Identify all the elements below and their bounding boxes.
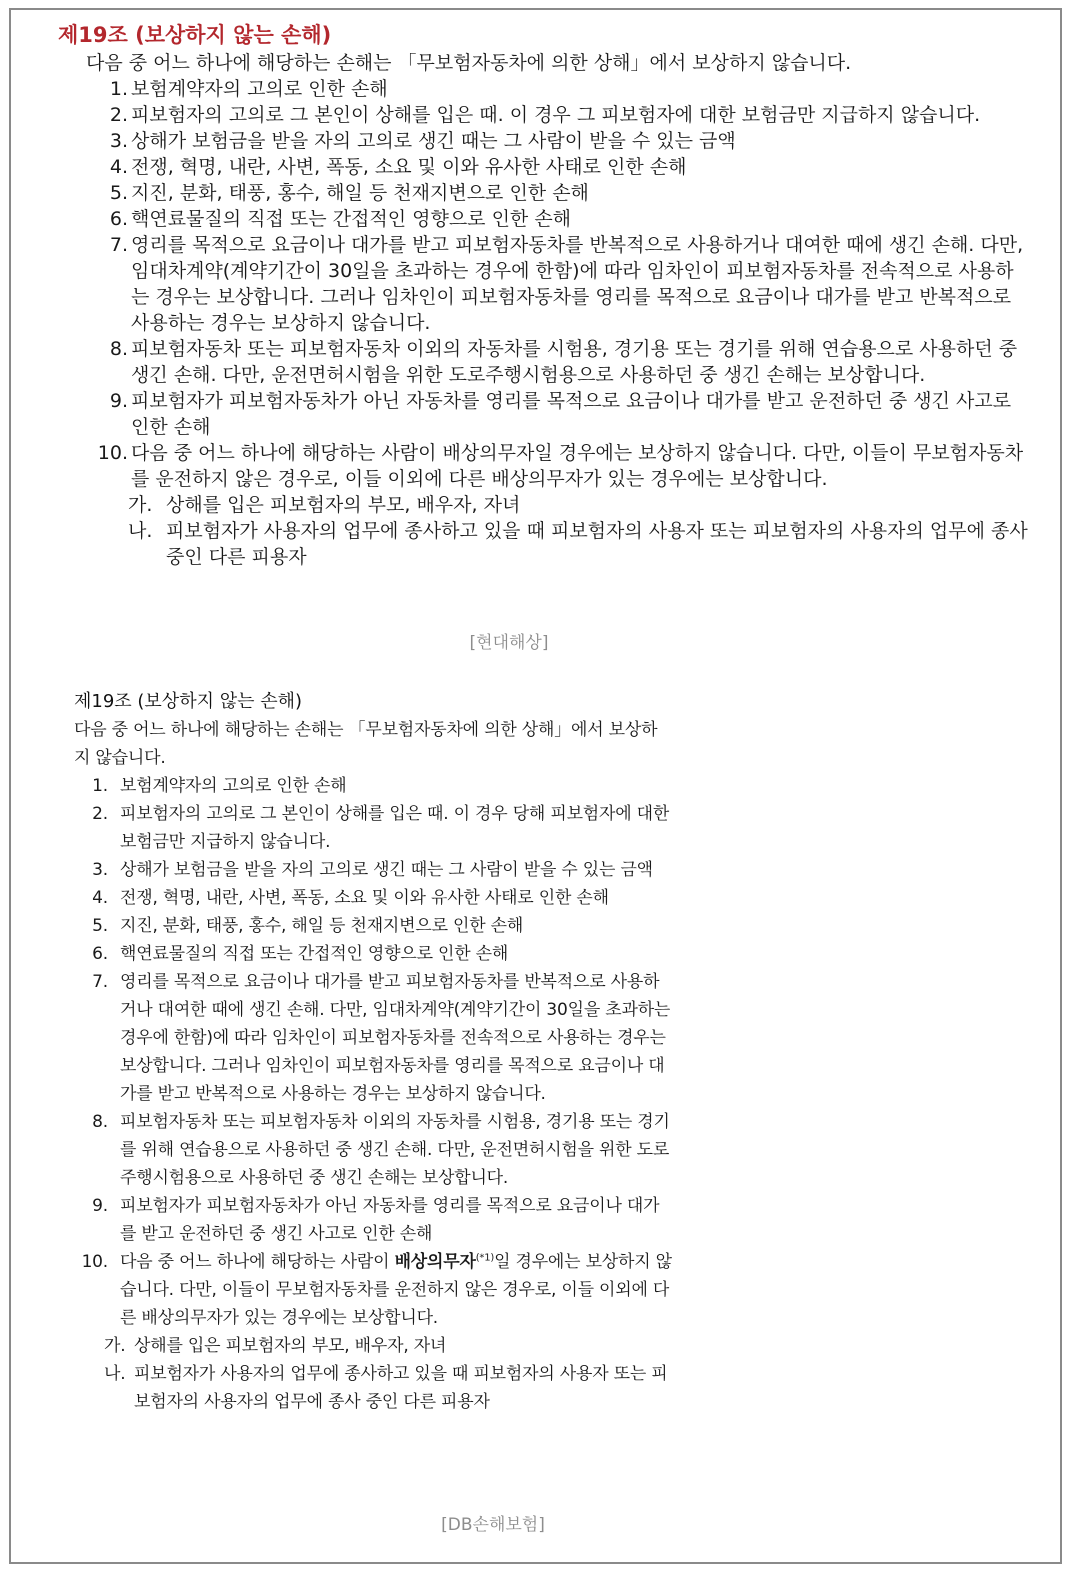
- bottom-list-item: [74, 940, 672, 968]
- top-sub-item: [58, 492, 1028, 518]
- bottom-clause-heading: 제19조 (보상하지 않는 손해): [74, 691, 302, 712]
- item-number: 2.: [109, 104, 128, 126]
- item-text: 피보험자의 고의로 그 본인이 상해를 입은 때. 이 경우 당해 피보험자에 대한 보험금만 지급하지 않습니다.: [120, 804, 670, 852]
- item-number: 6.: [92, 944, 108, 964]
- item-number: 8.: [92, 1112, 108, 1132]
- bottom-sub-item: [74, 1360, 672, 1416]
- top-list-item: [58, 102, 1028, 128]
- bottom-list-item: [74, 968, 672, 1108]
- top-clause-section: [58, 20, 1028, 570]
- item-number: 4.: [92, 888, 108, 908]
- item-number: 10.: [97, 442, 128, 464]
- top-clause-intro: 다음 중 어느 하나에 해당하는 손해는 「무보험자동차에 의한 상해」에서 보상하지 않습니다.: [86, 52, 852, 74]
- item-text: 핵연료물질의 직접 또는 간접적인 영향으로 인한 손해: [120, 944, 509, 964]
- item-text: 핵연료물질의 직접 또는 간접적인 영향으로 인한 손해: [131, 208, 572, 230]
- item-text: 피보험자의 고의로 그 본인이 상해를 입은 때. 이 경우 그 피보험자에 대한 보험금만 지급하지 않습니다.: [131, 104, 981, 126]
- top-list-item: [58, 76, 1028, 102]
- item-number: 2.: [92, 804, 108, 824]
- sub-item-text: 피보험자가 사용자의 업무에 종사하고 있을 때 피보험자의 사용자 또는 피보험자의 사용자의 업무에 종사 중인 다른 피용자: [166, 520, 1028, 568]
- bottom-source-caption: [DB손해보험]: [441, 1515, 545, 1535]
- sub-item-text: 상해를 입은 피보험자의 부모, 배우자, 자녀: [134, 1336, 447, 1356]
- item-text: 상해가 보험금을 받을 자의 고의로 생긴 때는 그 사람이 받을 수 있는 금액: [120, 860, 653, 880]
- item-text: 영리를 목적으로 요금이나 대가를 받고 피보험자동차를 반복적으로 사용하거나 대여한 때에 생긴 손해. 다만, 임대차계약(계약기간이 30일을 초과하는 경우에 한함)에 따라 임차인이 피보험자동차를 전속적으로 사용하는 경우는 보상합니다. 그러나 임차인이 피보험자동차를 영리를 목적으로 요금이나 대가를 받고 반복적으로 사용하는 경우는 보상하지 않습니다.: [120, 972, 671, 1104]
- top-list-item: [58, 232, 1028, 336]
- sub-item-marker: 나.: [128, 520, 153, 542]
- sub-item-text: 상해를 입은 피보험자의 부모, 배우자, 자녀: [166, 494, 521, 516]
- item-number: 9.: [92, 1196, 108, 1216]
- sub-item-text: 피보험자가 사용자의 업무에 종사하고 있을 때 피보험자의 사용자 또는 피보험자의 사용자의 업무에 종사 중인 다른 피용자: [134, 1364, 668, 1412]
- item-text: 보험계약자의 고의로 인한 손해: [120, 776, 347, 796]
- sub-item-marker: 가.: [104, 1336, 126, 1356]
- item-number: 7.: [109, 234, 128, 256]
- item-text: 보험계약자의 고의로 인한 손해: [131, 78, 388, 100]
- item-number: 5.: [109, 182, 128, 204]
- item-number: 6.: [109, 208, 128, 230]
- top-list-item: [58, 388, 1028, 440]
- item-text: 지진, 분화, 태풍, 홍수, 해일 등 천재지변으로 인한 손해: [120, 916, 524, 936]
- item-text: 다음 중 어느 하나에 해당하는 사람이 배상의무자일 경우에는 보상하지 않습니다. 다만, 이들이 무보험자동차를 운전하지 않은 경우로, 이들 이외에 다른 배상의무자가 있는 경우에는 보상합니다.: [131, 442, 1024, 490]
- sub-item-marker: 나.: [104, 1364, 126, 1384]
- item-number: 3.: [109, 130, 128, 152]
- bottom-clause-section: [74, 688, 672, 1416]
- bottom-list-item: [74, 800, 672, 856]
- top-list-item: [58, 440, 1028, 492]
- item-number: 7.: [92, 972, 108, 992]
- item-number: 5.: [92, 916, 108, 936]
- item-number: 3.: [92, 860, 108, 880]
- item-text: 전쟁, 혁명, 내란, 사변, 폭동, 소요 및 이와 유사한 사태로 인한 손해: [131, 156, 687, 178]
- item-text: 피보험자가 피보험자동차가 아닌 자동차를 영리를 목적으로 요금이나 대가를 받고 운전하던 중 생긴 사고로 인한 손해: [120, 1196, 660, 1244]
- bottom-list-item: [74, 856, 672, 884]
- top-sub-item: [58, 518, 1028, 570]
- item-text-start: 다음 중 어느 하나에 해당하는 사람이: [120, 1252, 395, 1272]
- bottom-list-item: [74, 1192, 672, 1248]
- bottom-list-item: [74, 912, 672, 940]
- item-number: 9.: [109, 390, 128, 412]
- item-text-end: 일 경우에는 보상하지 않습니다. 다만, 이들이 무보험자동차를 운전하지 않은 경우로, 이들 이외에 다른 배상의무자가 있는 경우에는 보상합니다.: [120, 1252, 672, 1328]
- footnote-marker: (*1): [475, 1252, 495, 1264]
- item-text: 피보험자동차 또는 피보험자동차 이외의 자동차를 시험용, 경기용 또는 경기를 위해 연습용으로 사용하던 중 생긴 손해. 다만, 운전면허시험을 위한 도로주행시험용으로 사용하던 중 생긴 손해는 보상합니다.: [120, 1112, 670, 1188]
- bottom-list-item: [74, 1108, 672, 1192]
- bottom-clause-list: [74, 772, 672, 1416]
- item-number: 1.: [109, 78, 128, 100]
- item-number: 8.: [109, 338, 128, 360]
- top-clause-list: [58, 76, 1028, 570]
- item-text: 피보험자동차 또는 피보험자동차 이외의 자동차를 시험용, 경기용 또는 경기를 위해 연습용으로 사용하던 중 생긴 손해. 다만, 운전면허시험을 위한 도로주행시험용으로 사용하던 중 생긴 손해는 보상합니다.: [131, 338, 1018, 386]
- item-number: 10.: [81, 1252, 108, 1272]
- top-list-item: [58, 206, 1028, 232]
- item-text: 영리를 목적으로 요금이나 대가를 받고 피보험자동차를 반복적으로 사용하거나 대여한 때에 생긴 손해. 다만, 임대차계약(계약기간이 30일을 초과하는 경우에 한함)에 따라 임차인이 피보험자동차를 전속적으로 사용하는 경우는 보상합니다. 그러나 임차인이 피보험자동차를 영리를 목적으로 요금이나 대가를 받고 반복적으로 사용하는 경우는 보상하지 않습니다.: [131, 234, 1024, 334]
- top-clause-heading: 제19조 (보상하지 않는 손해): [58, 23, 332, 47]
- item-number: 4.: [109, 156, 128, 178]
- liable-party-term: 배상의무자: [394, 1252, 476, 1272]
- item-text: 피보험자가 피보험자동차가 아닌 자동차를 영리를 목적으로 요금이나 대가를 받고 운전하던 중 생긴 사고로 인한 손해: [131, 390, 1012, 438]
- item-text: 지진, 분화, 태풍, 홍수, 해일 등 천재지변으로 인한 손해: [131, 182, 589, 204]
- bottom-list-item: [74, 884, 672, 912]
- bottom-clause-intro: 다음 중 어느 하나에 해당하는 손해는 「무보험자동차에 의한 상해」에서 보상하지 않습니다.: [74, 720, 658, 768]
- top-list-item: [58, 128, 1028, 154]
- top-list-item: [58, 154, 1028, 180]
- item-text: 전쟁, 혁명, 내란, 사변, 폭동, 소요 및 이와 유사한 사태로 인한 손해: [120, 888, 609, 908]
- item-number: 1.: [92, 776, 108, 796]
- item-text: 상해가 보험금을 받을 자의 고의로 생긴 때는 그 사람이 받을 수 있는 금액: [131, 130, 736, 152]
- top-list-item: [58, 180, 1028, 206]
- top-source-caption: [현대해상]: [469, 633, 549, 653]
- bottom-list-item: [74, 1248, 672, 1332]
- bottom-list-item: [74, 772, 672, 800]
- sub-item-marker: 가.: [128, 494, 153, 516]
- bottom-sub-item: [74, 1332, 672, 1360]
- top-list-item: [58, 336, 1028, 388]
